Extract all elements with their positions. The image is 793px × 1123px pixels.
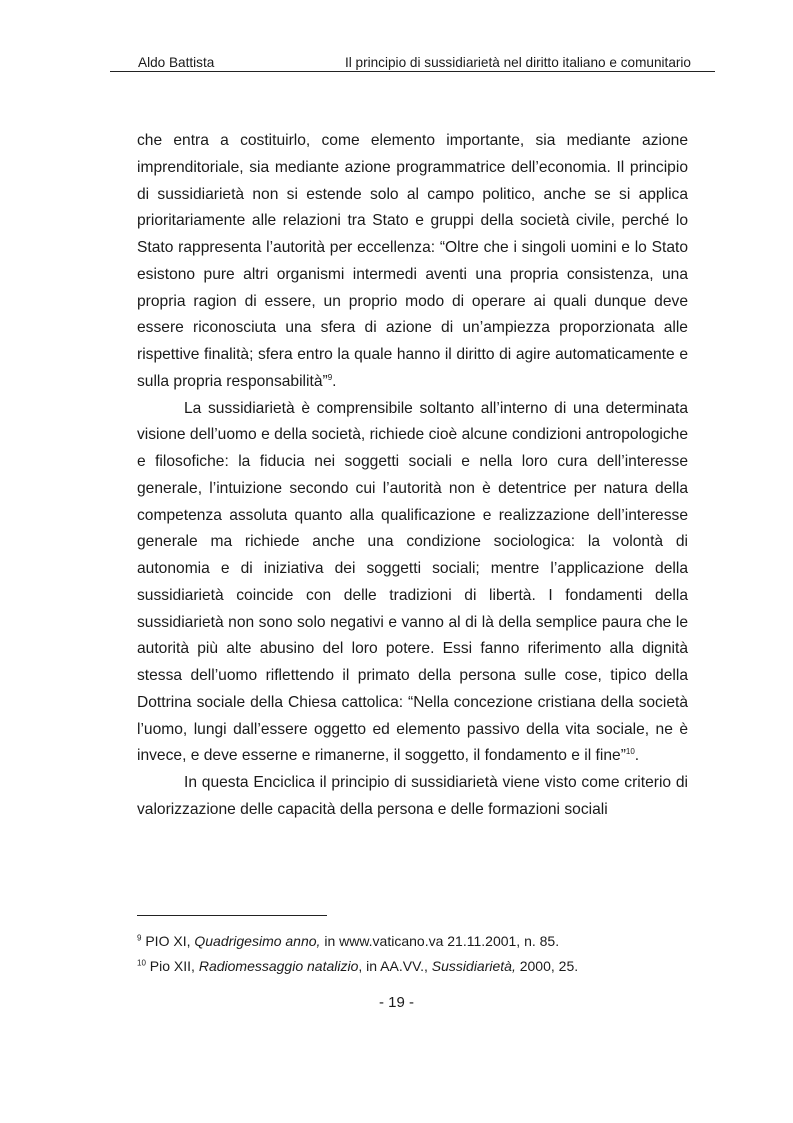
footnote-ref-10[interactable]: 10 <box>625 747 635 757</box>
footnote-text: 2000, 25. <box>515 958 579 974</box>
footnote-number: 9 <box>137 933 142 943</box>
footnote-title: Radiomessaggio natalizio <box>198 958 359 974</box>
footnote-10 <box>137 954 697 979</box>
paragraph-3-text: In questa Enciclica il principio di sussidiarietà viene visto come criterio di valorizzazione delle capacità della persona e delle formazioni sociali <box>137 774 688 818</box>
footnote-number: 10 <box>137 958 146 968</box>
paragraph-1 <box>137 128 688 396</box>
paragraph-3 <box>137 770 688 824</box>
header-author: Aldo Battista <box>138 55 215 70</box>
paragraph-2-end: . <box>634 747 640 765</box>
paragraph-2-text: La sussidiarietà è comprensibile soltanto all’interno di una determinata visione dell’uomo e della società, richiede cioè alcune condizioni antropologiche e filosofiche: la fiducia nei soggetti sociali e nella loro cura dell’interesse generale, l’intuizione secondo cui l’autorità non è detentrice per natura della competenza assoluta quanto alla qualificazione e realizzazione dell’interesse generale ma richiede anche una condizione sociologica: la volontà di autonomia e di iniziativa dei soggetti sociali; mentre l’applicazione della sussidiarietà coincide con delle tradizioni di libertà. I fondamenti della sussidiarietà non sono solo negativi e vanno al di là della semplice paura che le autorità più alte abusino del loro potere. Essi fanno riferimento alla dignità stessa dell’uomo riflettendo il primato della persona sulle cose, tipico della Dottrina sociale della Chiesa cattolica: “Nella concezione cristiana della società l’uomo, lungi dall’essere oggetto ed elemento passivo della vita sociale, ne è invece, e deve esserne e rimanerne, il soggetto, il fondamento e il fine” <box>137 399 688 765</box>
page-number: - 19 - <box>378 994 414 1011</box>
footnote-text: in www.vaticano.va 21.11.2001, n. 85. <box>320 933 560 949</box>
footnote-separator <box>137 915 327 916</box>
body-text <box>137 128 688 824</box>
footnote-text: Pio XII, <box>145 958 199 974</box>
footnote-ref-9[interactable]: 9 <box>327 372 333 382</box>
header-rule <box>110 71 715 72</box>
footnote-text: PIO XI, <box>141 933 195 949</box>
footnotes <box>137 929 697 979</box>
running-header <box>138 53 715 72</box>
paragraph-1-end: . <box>332 372 337 390</box>
paragraph-2 <box>137 396 688 771</box>
footnote-title: Quadrigesimo anno, <box>194 933 321 949</box>
header-title: Il principio di sussidiarietà nel diritto italiano e comunitario <box>344 55 691 70</box>
footnote-title: Sussidiarietà, <box>431 958 516 974</box>
paragraph-1-text: che entra a costituirlo, come elemento importante, sia mediante azione imprenditoriale, sia mediante azione programmatrice dell’economia. Il principio di sussidiarietà non si estende solo al campo politico, anche se si applica prioritariamente alle relazioni tra Stato e gruppi della società civile, perché lo Stato rappresenta l’autorità per eccellenza: “Oltre che i singoli uomini e lo Stato esistono pure altri organismi intermedi aventi una propria consistenza, una propria ragion di essere, un proprio modo di operare ai quali dunque deve essere riconosciuta una sfera di azione di un’ampiezza proporzionata alle rispettive finalità; sfera entro la quale hanno il diritto di agire automaticamente e sulla propria responsabilità” <box>137 132 688 390</box>
footnote-9 <box>137 929 697 954</box>
footnote-text: , in AA.VV., <box>358 958 432 974</box>
